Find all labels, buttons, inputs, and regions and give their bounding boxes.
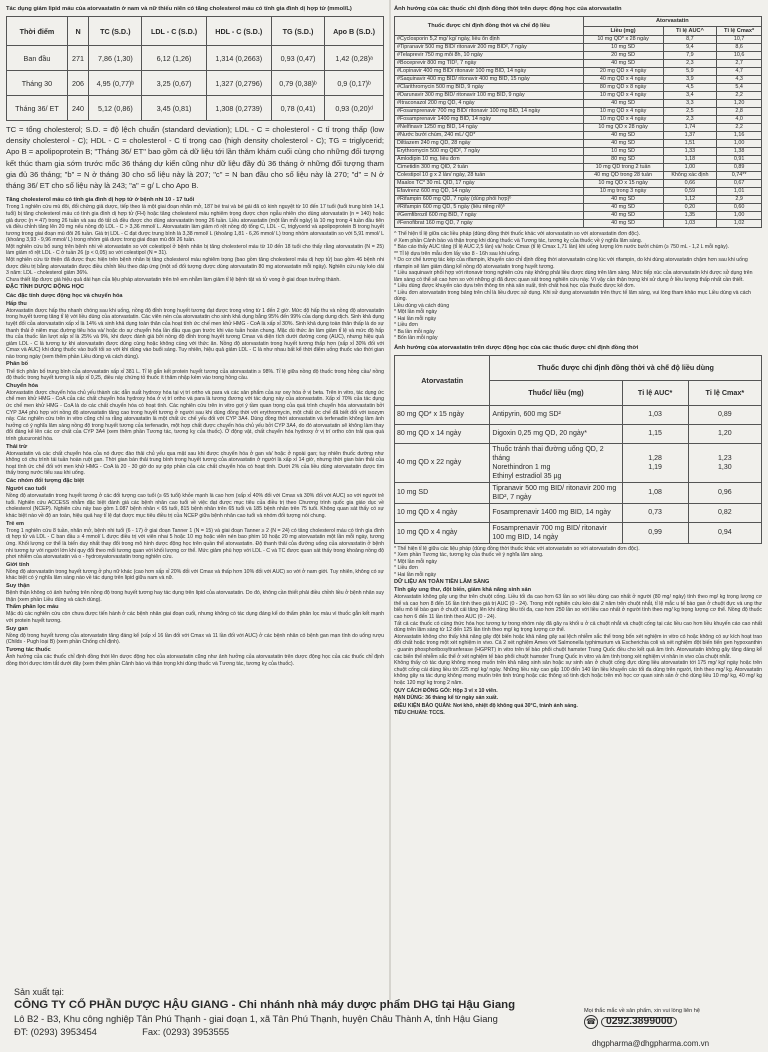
table-cell: 10 mg QD x 4 ngày [583, 116, 663, 124]
footnote: * Liều dùng được khuyến cáo dựa trên thông tin nhà sản xuất, tính chất hoá học của thuốc được kê đơn. [394, 283, 635, 289]
t3-sub-drug: Thuốc/ liều (mg) [490, 380, 622, 405]
table-cell: 0,78 (0,41) [271, 96, 324, 121]
table-cell: 3,3 [663, 100, 717, 108]
t2-header-ator: Atorvastatin [583, 17, 761, 27]
table-cell: Digoxin 0,25 mg QD, 20 ngày* [490, 424, 622, 443]
table-cell: 1,00 [663, 164, 717, 172]
table-cell: 20 mg QD x 4 ngày [583, 68, 663, 76]
table-row [395, 522, 762, 543]
table-row [395, 503, 762, 522]
table-cell: 240 [67, 96, 88, 121]
table-cell: 4,95 (0,77)ᵇ [89, 71, 142, 96]
table-row [395, 220, 762, 228]
table-cell: 10 mg QD* x 28 ngày [583, 36, 663, 44]
safety-subheading: Tính gây ung thư, đột biến, giảm khả năng sinh sản [394, 587, 532, 594]
table-cell: 0,79 (0,38)ᵇ [271, 71, 324, 96]
table-cell: 20 mg SD [583, 52, 663, 60]
table-cell: 1,35 [663, 212, 717, 220]
table-cell: 10 mg QD x 4 ngày [395, 503, 490, 522]
t3-header-ator: Atorvastatin [395, 355, 490, 405]
footnote: * Liều đơn [394, 322, 418, 328]
table-cell: 1,00 [717, 212, 762, 220]
table-cell: 1,16 [717, 132, 762, 140]
left-column [6, 4, 384, 667]
lipid-effect-table [6, 16, 384, 121]
t1-header: TG (S.D.) [271, 17, 324, 46]
table-cell: 1,03 [622, 405, 688, 424]
table-cell: Cimetidin 300 mg QID, 2 tuần [395, 164, 584, 172]
table-cell: 6,12 (1,26) [142, 46, 206, 71]
table-cell: 0,59 [663, 188, 717, 196]
table-row [395, 84, 762, 92]
table-cell: 10,6 [717, 52, 762, 60]
footnote: * Một lần mỗi ngày [394, 558, 437, 565]
footnote: * Báo cáo thấy AUC tăng (tỉ lệ AUC 2,5 lần) và/ hoặc Cmax (tỉ lệ Cmax 1,71 lần) khi uống lượng lớn nước bưởi chùm (≥ 750 mL - 1,2 L mỗi ngày). [394, 244, 730, 250]
table-row [395, 188, 762, 196]
table-cell: 0,96 [688, 482, 761, 503]
section-title: Suy gan [6, 625, 28, 632]
table-row [395, 36, 762, 44]
table-cell: 0,89 [688, 405, 761, 424]
table-cell: 10 mg SD [583, 148, 663, 156]
table-cell: 2,9 [717, 196, 762, 204]
table-cell: 40 mg SD [583, 140, 663, 148]
table-row [395, 140, 762, 148]
t3-header-drug: Thuốc được chỉ định đồng thời và chế độ liều dùng [490, 355, 762, 380]
paragraph: Trong 1 nghiên cứu mù đôi, đối chứng giả dược, tiếp theo là một giai đoạn nhãn mở, 187 bé trai và bé gái đã có kinh nguyệt từ 10 đến 17 tuổi (tuổi trung bình 14,1 tuổi) bị tăng cholesterol máu có tính gia đình dị hợp tử (FH) hoặc tăng cholesterol máu nghiêm trọng được chọn ngẫu nhiên cho dùng atorvastatin (n = 140) hoặc giả dược (n = 47) trong 26 tuần và sau đó tất cả đều được cho dùng atorvastatin trong 26 tuần. Liều atorvastatin (một lần mỗi ngày) là 10 mg trong 4 tuần đầu tiên và điều chỉnh tăng lên 20 mg nếu nồng độ LDL - C > 3,36 mmol/ L. Atorvastatin làm giảm rõ rệt nồng độ tổng C, LDL - C, triglycerid và apolipoprotein B trong huyết tương trong giai đoạn mù đôi 26 tuần. Giá trị LDL - C đạt được trung bình là 3,38 mmol/ L (khoảng 1,81 - 6,26 mmol/ L) trong nhóm atorvastatin so với 5,91 mmol/ L (khoảng 3,93 - 9,96 mmol/ L) trong nhóm giả dược trong giai đoạn mù đôi 26 tuần. [6, 204, 384, 244]
footnote: ^ Thể hiện tỉ lệ giữa các liều pháp (dùng đồng thời thuốc khác với atorvastatin so với atorvastatin đơn độc). [394, 231, 641, 237]
section-text: Atorvastatin và các chất chuyển hóa của nó được đào thải chủ yếu qua mật sau khi được chuyển hóa ở gan và/ hoặc ở ngoài gan; tuy nhiên thuốc dường như không có chu trình tái tuần hoàn ruột gan. Thời gian bán thải trung bình trong huyết tương của atorvastatin ở người là xấp xỉ 14 giờ, nhưng thời gian bán thải của hoạt tính ức chế đối với men khử HMG - CoA là 20 - 30 giờ do sự góp phần của các chất chuyển hóa có hoạt tính. Dưới 2% của liều dùng atorvastatin được tìm thấy trong nước tiểu sau khi uống. [6, 450, 384, 477]
paragraph: Một nghiên cứu bổ sung trên bệnh nhi về atorvastatin so với colestipol ở bệnh nhân bị tăng cholesterol máu từ 10 đến 18 tuổi cho thấy rằng atorvastatin (N = 25) làm giảm rõ rệt LDL - C ở tuần 26 (p < 0,05) so với colestipol (N = 31). [6, 243, 384, 257]
table-cell: 8,6 [717, 44, 762, 52]
table-row [395, 44, 762, 52]
table-row [395, 124, 762, 132]
table-cell: 1,00 [717, 140, 762, 148]
table-cell: #Lopinavir 400 mg BID/ ritonavir 100 mg BID, 14 ngày [395, 68, 584, 76]
table-row [395, 68, 762, 76]
table-row [395, 164, 762, 172]
table-cell: 1,327 (0,2796) [206, 71, 271, 96]
t3-sub-auc: Tỉ lệ AUC* [622, 380, 688, 405]
table-cell: 3,45 (0,81) [142, 96, 206, 121]
section-text: Thể tích phân bố trung bình của atorvastatin xấp xỉ 381 L. Tỉ lệ gắn kết protein huyết tương của atorvastatin ≥ 98%. Tỉ lệ giữa nồng độ thuốc trong hồng cầu/ nồng độ thuốc trong huyết tương là xấp xỉ 0,25, điều này chứng tỏ thuốc ít thâm nhập kém vào trong hồng cầu. [6, 368, 384, 382]
table-cell: 10 mg QD x 4 ngày [583, 92, 663, 100]
table-cell: 2,8 [717, 108, 762, 116]
section-text: Atorvastatin được hấp thu nhanh chóng sau khi uống, nồng độ đỉnh trong huyết tương đạt được trong vòng từ 1 đến 2 giờ. Mức độ hấp thu và nồng độ atorvastatin trong huyết tương tăng tỉ lệ với liều dùng của atorvastatin. Các viên nén của atorvastatin cho sinh khả dụng bằng 95% đến 99% của dạng dung dịch. Sinh khả dụng tuyệt đối của atorvastatin xấp xỉ là 14% và sinh khả dụng toàn thân của hoạt tính ức chế men khử HMG - CoA là xấp xỉ 30%. Sinh khả dụng toàn thân thấp là do sự thanh thải ở niêm mạc đường tiêu hóa và/ hoặc do sự chuyển hóa lần đầu qua gan trước khi vào tuần hoàn chung. Mặc dù thức ăn làm giảm tỉ lệ và mức độ hấp thu của thuốc lần lượt xấp xỉ là 25% và 9%, khi được đánh giá bởi nồng độ đỉnh trong huyết tương Cmax và diện tích dưới đường cong (AUC), nhưng hiệu quả giảm LDL - C là tương tự khi atorvastatin được dùng cùng hoặc không cùng với thức ăn. Nồng độ atorvastatin trong huyết tương thấp hơn (xấp xỉ 30% đối với Cmax và AUC) khi dùng thuốc vào buổi tối so với khi dùng vào buổi sáng. Tuy nhiên, hiệu quả giảm LDL - C là như nhau bất kể thời điểm uống thuốc vào thời gian nào trong ngày (xem thêm phần Liều dùng và cách dùng). [6, 307, 384, 360]
footnote: * Một lần mỗi ngày [394, 309, 437, 315]
table1-caption: Tác dụng giảm lipid máu của atorvastatin ở nam và nữ thiếu niên có tăng cholesterol máu có tính gia đình dị hợp tử (mmol/L) [6, 6, 352, 12]
made-by-label: Sản xuất tại: [14, 987, 65, 997]
table-row [395, 100, 762, 108]
table-cell: 40 mg SD [583, 60, 663, 68]
t2-header-drug: Thuốc được chỉ định đồng thời và chế độ liều [395, 17, 584, 36]
table-cell: Amlodipin 10 mg, liều đơn [395, 156, 584, 164]
table-cell: 40 mg SD [583, 132, 663, 140]
t1-header: HDL - C (S.D.) [206, 17, 271, 46]
page-fold [389, 0, 391, 1000]
table-row [395, 132, 762, 140]
t1-header: Thời điểm [7, 17, 68, 46]
table-cell: 40 mg SD [583, 212, 663, 220]
table-cell: #Cyclosporin 5,2 mg/ kg/ ngày, liều ổn định [395, 36, 584, 44]
paragraph: Một nghiên cứu từ thiện đã được thực hiện trên bệnh nhân bị tăng cholesterol máu nghiêm trọng (bao gồm tăng cholesterol máu dị hợp tử) bao gồm 46 bệnh nhi được điều trị bằng atorvastatin được điều chỉnh liều theo đáp ứng (một số đối tượng được dùng atorvastatin 80 mg atorvastatin mỗi ngày). Nghiên cứu này kéo dài 3 năm: LDL - cholesterol giảm 36%. [6, 257, 384, 277]
table-cell: 0,9 (0,17)ᵇ [325, 71, 384, 96]
table-cell: #Darunavir 300 mg BID/ ritonavir 100 mg BID, 9 ngày [395, 92, 584, 100]
footnote: * Hai lần mỗi ngày [394, 315, 437, 322]
footnote: Liều dùng và cách dùng [394, 302, 450, 309]
table-cell: #Nelfinavir 1250 mg BID, 14 ngày [395, 124, 584, 132]
table-cell: 40 mg SD [583, 100, 663, 108]
table-row [395, 204, 762, 212]
phone-icon: ☎ [584, 1015, 598, 1029]
hotline-note: Mọi thắc mắc về sản phẩm, xin vui lòng liên hệ [584, 1008, 700, 1014]
table-cell: 80 mg SD [583, 156, 663, 164]
table-cell: 0,93 (0,20)ᵈ [325, 96, 384, 121]
table3-caption: Ảnh hưởng của atorvastatin trên dược động học của các thuốc được chỉ định đồng thời [394, 344, 639, 351]
table-cell: 1,01 [717, 188, 762, 196]
fax-number: Fax: (0293) 3953555 [142, 1026, 230, 1037]
table-cell: 10 mg SD [583, 44, 663, 52]
footnote: * Bốn lần mỗi ngày [394, 335, 438, 341]
section-text: Nồng độ atorvastatin trong huyết tương ở phụ nữ khác (cao hơn xấp xỉ 20% đối với Cmax và thấp hơn 10% đối với AUC) so với ở nam giới. Tuy nhiên, không có sự khác biệt có ý nghĩa lâm sàng nào về tác dụng trên lipid giữa nam và nữ. [6, 568, 384, 582]
table-cell: 0,91 [717, 156, 762, 164]
section-text: Trong 1 nghiên cứu 8 tuần, nhãn mở, bệnh nhi tuổi (6 - 17) ở giai đoạn Tanner 1 (N = 15) và giai đoạn Tanner ≥ 2 (N = 24) có tăng cholesterol máu có tính gia đình dị hợp tử và LDL - C ban đầu ≥ 4 mmol/ L được điều trị với viên nhai 5 hoặc 10 mg hoặc viên nén bao phim 10 hoặc 20 mg atorvastatin một lần mỗi ngày, tương ứng. Khối lượng cơ thể là biến duy nhất thay đổi trong mô hình dược động học trên quần thể atorvastatin. Độ thanh thải của đường uống của atorvastatin ở bệnh nhi tương tự với người lớn khi quy đổi theo mối tương quan với khối lượng cơ thể. Mức giảm phù hợp với LDL - C và TC được quan sát thấy trong khoảng nồng độ phơi nhiễm của atorvastatin và o - hydroxyatorvastatin trong nghiên cứu. [6, 527, 384, 561]
table-row [395, 148, 762, 156]
table-cell: 4,7 [717, 68, 762, 76]
table-cell: 5,9 [663, 68, 717, 76]
table-row [395, 443, 762, 482]
table-row [395, 180, 762, 188]
table-row [7, 96, 384, 121]
table-cell: 271 [67, 46, 88, 71]
table-cell: 0,67 [717, 180, 762, 188]
phone-number: ĐT: (0293) 3953454 [14, 1026, 97, 1037]
section-text: Nồng độ trong huyết tương của atorvastatin tăng đáng kể (xấp xỉ 16 lần đối với Cmax và 11 lần đối với AUC) ở các bệnh nhân có bệnh gan mạn tính do uống rượu (Childs - Pugh loại B) (xem phần Chống chỉ định). [6, 632, 384, 646]
table-cell: Erythromycin 500 mg QID², 7 ngày [395, 148, 584, 156]
t1-header: TC (S.D.) [89, 17, 142, 46]
section-title: Chuyển hóa [6, 382, 39, 389]
section-title: Giới tính [6, 561, 30, 568]
section-title: Trẻ em [6, 520, 25, 527]
right-column [394, 4, 762, 717]
table-cell: 10 mg trong 3 ngày [583, 188, 663, 196]
paragraph: Tất cả các thuốc có cùng thức hóa học tương tự trong nhóm này đã gây ra khối u ở cả chuột nhắt và chuột cống tại các liều cao hơn liều khuyến cáo cao nhất dùng trên lâm sàng từ 12 đến 125 lần tính theo mg/ kg trọng lượng cơ thể. [394, 620, 762, 634]
table-row [395, 76, 762, 84]
table-cell: #Fosamprenavir 700 mg BID/ ritonavir 100 mg BID, 14 ngày [395, 108, 584, 116]
pk-heading: ĐẶC TÍNH DƯỢC ĐỘNG HỌC [6, 284, 85, 291]
t3-sub-cmax: Tỉ lệ Cmax* [688, 380, 761, 405]
pediatric-heading: Tăng cholesterol máu có tính gia đình dị hợp tử ở bệnh nhi 10 - 17 tuổi [6, 197, 195, 204]
table-cell: 10 mg QD x 4 ngày [395, 522, 490, 543]
safety-section [394, 579, 762, 717]
table-cell: 2,3 [663, 60, 717, 68]
packaging: QUY CÁCH ĐÓNG GÓI: Hộp 3 vỉ x 10 viên. [394, 687, 498, 694]
table-cell: 1,314 (0,2663) [206, 46, 271, 71]
pk-subheading: Các đặc tính dược động học và chuyển hóa [6, 292, 123, 299]
table-cell: 8,7 [663, 36, 717, 44]
paragraph: Chưa thiết lập được giá hiệu quả dài hạn của liệu pháp atorvastatin trên trẻ em nhằm làm giảm tỉ lệ bệnh tật và tử vong ở giai đoạn trưởng thành. [6, 276, 341, 283]
section-title: Phân bố [6, 361, 29, 368]
footnote: * Xem phần Tương tác, tương kỵ của thuốc về ý nghĩa lâm sàng. [394, 552, 544, 558]
table-cell: 80 mg QD x 14 ngày [395, 424, 490, 443]
paragraph: Không thấy có tác dụng không mong muốn trên khả năng sinh sản hoặc sự sinh sản ở chuột cống đực dùng liều atorvastatin tới 175 mg/ kg/ ngày hoặc trên chuột cống cái dùng liều tới 225 mg/ kg/ ngày. Những liều này cao gấp 100 đến 140 lần liều khuyến cáo tối đa dùng trên người, tính theo mg/ kg. Atorvastatin không gây ra tác dụng không mong muốn trên tinh trùng hoặc các thông số tinh dịch hoặc trên mô học cơ quan sinh sản ở chó dùng liều 10 mg/ kg, 40 mg/ kg hoặc 120 mg/ kg trong 2 năm. [394, 660, 762, 686]
table-row [395, 482, 762, 503]
table2-notes [394, 231, 762, 342]
table-cell: 1,42 (0,28)ᵃ [325, 46, 384, 71]
table-cell: 1,12 [663, 196, 717, 204]
hotline-number: 0292.3899000 [601, 1017, 677, 1028]
table-cell: 0,93 (0,47) [271, 46, 324, 71]
table-cell: 7,86 (1,30) [89, 46, 142, 71]
footnote: ** Tỉ lệ dựa trên mẫu đơn lấy vào 8 - 16h sau khi uống. [394, 250, 521, 257]
table-row [395, 60, 762, 68]
table-cell: Fosamprenavir 1400 mg BID, 14 ngày [490, 503, 622, 522]
t1-header: N [67, 17, 88, 46]
company-name: CÔNG TY CỔ PHẦN DƯỢC HẬU GIANG - Chi nhánh nhà máy dược phẩm DHG tại Hậu Giang [14, 999, 516, 1011]
table-cell: 40 mg SD [583, 204, 663, 212]
table-cell: #Tipranavir 500 mg BID/ ritonavir 200 mg BID², 7 ngày [395, 44, 584, 52]
table-cell: 10 mg QD x 15 ngày [583, 180, 663, 188]
table-cell: 0,73 [622, 503, 688, 522]
table-cell: 1,08 [622, 482, 688, 503]
table-cell: 3,25 (0,67) [142, 71, 206, 96]
table-cell: Fosamprenavir 700 mg BID/ ritonavir 100 mg BID, 14 ngày [490, 522, 622, 543]
table-cell: 10,7 [717, 36, 762, 44]
interaction-table-2 [394, 355, 762, 544]
table-cell: 40 mg QD trong 28 tuần [583, 172, 663, 180]
table-cell: 4,5 [663, 84, 717, 92]
safety-heading: DỮ LIỆU AN TOÀN TIỀN LÂM SÀNG [394, 579, 490, 585]
footnote: * Liều saquinavir phối hợp với ritonavir trong nghiên cứu này không phải liều được dùng trên lâm sàng. Mức tiếp xúc của atorvastatin khi được sử dụng trên lâm sàng có thể sẽ cao hơn so với những gì đã được quan sát trong nghiên cứu này. Vì vậy cần thận trọng khi sử dụng ở liều lượng thấp nhất cần thiết. [394, 270, 753, 283]
footnote: ᵇ Do cơ chế tương tác kép của rifampin, khuyến cáo chỉ định đồng thời atorvastatin cùng lúc với rifampin, do khi dùng atorvastatin chậm hơn sau khi uống rifampin sẽ làm giảm đáng kể nồng độ atorvastatin trong huyết tương. [394, 257, 748, 270]
table-cell: Diltiazem 240 mg QD, 28 ngày [395, 140, 584, 148]
table-cell: Tháng 36/ ET [7, 96, 68, 121]
table-cell: 7,9 [663, 52, 717, 60]
table-row [395, 405, 762, 424]
table-cell: 5,12 (0,86) [89, 96, 142, 121]
table-cell: 80 mg QD* x 15 ngày [395, 405, 490, 424]
table-row [395, 196, 762, 204]
table-cell: 1,23 1,30 [688, 443, 761, 482]
footnote: * Thể hiện tỉ lệ giữa các liệu pháp (dùng đồng thời thuốc khác với atorvastatin so với atorvastatin đơn độc). [394, 545, 640, 552]
t1-header: Apo B (S.D.) [325, 17, 384, 46]
table-cell: Efavirenz 600 mg QD, 14 ngày [395, 188, 584, 196]
interaction-table-1 [394, 16, 762, 228]
table-cell: 0,66 [663, 180, 717, 188]
table-cell: 10 mg SD [395, 482, 490, 503]
table-cell: Colestipol 10 g x 2 lần/ ngày, 28 tuần [395, 172, 584, 180]
paragraph: Atorvastatin không cho thấy khả năng gây đột biến hoặc khả năng gây sai lệch nhiễm sắc thể trong bốn xét nghiệm in vitro có hoặc không có sự kích hoạt trao đổi chất hoặc trong một xét nghiệm in vivo. Cả 2 xét nghiệm Ames với Salmonella typhimurium và Escherichia coli và xét nghiệm đột biến tiến gen hypoxanthin - guanin phosphoribosyltranferase (HGPRT) in vitro trên tế bào phổi chuột hamster Trung Quốc đều cho kết quả âm tính. Atorvastatin không gây tăng đáng kể các biến thể nhiễm sắc thể ở xét nghiệm tế bào phổi chuột hamster Trung Quốc in vitro và âm tính trong xét nghiệm vi nhân in vivo của chuột nhắt. [394, 633, 762, 660]
table-row [395, 424, 762, 443]
table-cell: 0,99 [622, 522, 688, 543]
section-title: Người cao tuổi [6, 486, 47, 493]
t1-header: LDL - C (S.D.) [142, 17, 206, 46]
table-cell: 1,37 [663, 132, 717, 140]
company-address: Lô B2 - B3, Khu công nghiệp Tân Phú Thạnh - giai đoạn 1, xã Tân Phú Thạnh, huyện Châu Thành A, tỉnh Hậu Giang [14, 1013, 498, 1024]
table-cell: 0,82 [688, 503, 761, 522]
paragraph: Atorvastatin không gây ung thư trên chuột cống. Liều tối đa cao hơn 63 lần so với liều dùng cao nhất ở người (80 mg/ ngày) tính theo mg/ kg trọng lượng cơ thể và cao hơn 8 đến 16 lần tính theo giá trị AUC (0 - 24). Trong một nghiên cứu kéo dài 2 năm trên chuột nhắt, tỉ lệ mắc u tế bào gan ở chuột đực và ung thư biểu mô tế bào gan ở chuột cái tăng lên khi dùng liều tối đa, cao hơn 250 lần so với liều cao nhất ở người tính theo mg/ kg trọng lượng cơ thể. Nồng độ thuốc cao hơn 6 đến 11 lần tính theo AUC (0 - 24). [394, 594, 762, 620]
table-cell: 80 mg QD x 8 ngày [583, 84, 663, 92]
table-row [395, 108, 762, 116]
shelf-life: HẠN DÙNG: 36 tháng kể từ ngày sản xuất. [394, 695, 499, 702]
footnote: * Liều đơn [394, 565, 418, 571]
contact-email: dhgpharma@dhgpharma.com.vn [592, 1039, 710, 1048]
table1-definitions: TC = tổng cholesterol; S.D. = độ lệch chuẩn (standard deviation); LDL - C = cholesterol - C tỉ trọng thấp (low density cholesterol - C); HDL - C = cholesterol - C tỉ trọng cao (high density cholesterol - C); TG = triglycerid; Apo B = apolipoprotein B; "Tháng 36/ ET" bao gồm cả dữ liệu tới lần thăm khám cuối cùng cho những đối tượng kết thúc tham gia sớm trước mốc 36 tháng dự kiến cũng như dữ liệu đầy đủ 36 tháng ở những đối tượng tham gia đủ 36 tháng; "b" = N ở tháng 30 cho số liệu này là 207; "c" = N ban đầu cho số liệu này là 270; "d" = N ở tháng 36/ ET cho số liệu này là 243; "a" = g/ L cho Apo B. [6, 125, 384, 191]
table-cell: #Saquinavir 400 mg BID/ ritonavir 400 mg BID, 15 ngày [395, 76, 584, 84]
table-cell: 0,60 [717, 204, 762, 212]
table-cell: 1,18 [663, 156, 717, 164]
table-row [395, 92, 762, 100]
table-cell: 1,20 [717, 100, 762, 108]
table-cell: 2,3 [663, 116, 717, 124]
t2-sub-cmax: Tỉ lệ Cmax* [717, 26, 762, 36]
table-cell: 4,3 [717, 76, 762, 84]
table-cell: Tháng 30 [7, 71, 68, 96]
standard: TIÊU CHUẨN: TCCS. [394, 710, 445, 717]
manufacturer-footer [14, 986, 614, 1038]
table-row [395, 212, 762, 220]
table-cell: Antipyrin, 600 mg SD² [490, 405, 622, 424]
table-cell: 1,02 [717, 220, 762, 228]
table-cell: 3,9 [663, 76, 717, 84]
table-cell: 1,308 (0,2739) [206, 96, 271, 121]
footnote: * Hai lần mỗi ngày [394, 571, 437, 578]
table-cell: 0,89 [717, 164, 762, 172]
table-cell: #Boceprevir 800 mg TID², 7 ngày [395, 60, 584, 68]
table-row [395, 116, 762, 124]
table-cell: 5,4 [717, 84, 762, 92]
table-row [7, 71, 384, 96]
table-cell: 10 mg QD x 28 ngày [583, 124, 663, 132]
table-row [395, 172, 762, 180]
table-cell: 40 mg SD [583, 196, 663, 204]
table-row [395, 52, 762, 60]
table-cell: 0,74** [717, 172, 762, 180]
table-cell: #Gemfibrozil 600 mg BID, 7 ngày [395, 212, 584, 220]
table-cell: 1,74 [663, 124, 717, 132]
hotline-box [584, 1008, 714, 1029]
t2-sub-auc: Tỉ lệ AUC^ [663, 26, 717, 36]
section-title: Thải trừ [6, 443, 28, 450]
table2-caption: Ảnh hưởng của các thuốc chỉ định đồng thời trên dược động học của atorvastatin [394, 6, 622, 12]
table-cell: 40 mg QD x 4 ngày [583, 76, 663, 84]
section-title: Các nhóm đối tượng đặc biệt [6, 478, 84, 485]
table-cell: #Telaprevir 750 mg mỗi 8h, 10 ngày [395, 52, 584, 60]
table3-notes [394, 546, 762, 579]
section-text: Atorvastatin được chuyển hóa chủ yếu thành các dẫn xuất hydroxy hóa tại vị trí ortho và para và các sản phẩm của sự oxy hóa ở vị beta. Trên in vitro, tác dụng ức chế men khử HMG - CoA của các chất chuyển hóa hydroxy hóa ở vị trí ortho và para là tương đương với tác dụng này của atorvastatin. Xấp xỉ 70% của tác dụng ức chế men khử HMG - CoA là do các chất chuyển hóa có hoạt tính. Các nghiên cứu trên in vitro gợi ý tầm quan trọng của quá trình chuyển hóa atorvastatin bởi CYP 3A4 phù hợp với nồng độ atorvastatin tăng cao trong huyết tương ở người sau khi dùng đồng thời với erythromycin, một chất ức chế đã biết đối với isozym này. Các nghiên cứu trên in vitro cũng chỉ ra rằng atorvastatin là một chất ức chế yếu đối với CYP 3A4. Dùng đồng thời atorvastatin và terfenadin không làm ảnh hưởng có ý nghĩa lâm sàng nồng độ trong huyết tương của terfenadin, một hợp chất được chuyển hóa chủ yếu bởi CYP 3A4, do đó atorvastatin sẽ không làm thay đổi đáng kể lên các cơ chất của CYP 3A4 (xem thêm phần Tương tác, tương kỵ của thuốc). Ở động vật, chất chuyển hóa hydroxy ở vị trí ortho còn trải qua quá trình glucuronid hóa. [6, 389, 384, 442]
table-cell: Không xác định [663, 172, 717, 180]
table-cell: 2,5 [663, 108, 717, 116]
section-title: Tương tác thuốc [6, 646, 51, 653]
table-cell: Maalox TC* 30 mL QID, 17 ngày [395, 180, 584, 188]
table-row [395, 156, 762, 164]
table-cell: #Nước bưởi chùm, 240 mL/ QD* [395, 132, 584, 140]
table-cell: 40 mg SD [583, 220, 663, 228]
contact-line [14, 1025, 614, 1038]
pediatric-section [6, 197, 384, 667]
t2-sub-dose: Liều (mg) [583, 26, 663, 36]
table-row [7, 46, 384, 71]
table-cell: 0,20 [663, 204, 717, 212]
table-cell: 1,03 [663, 220, 717, 228]
footnote: # Xem phần Cảnh báo và thận trọng khi dùng thuốc và Tương tác, tương kỵ của thuốc về ý nghĩa lâm sàng. [394, 237, 643, 244]
section-text: Bệnh thận không có ảnh hưởng trên nồng độ trong huyết tương hay tác dụng trên lipid của atorvastatin. Do đó, không cần thiết phải điều chỉnh liều ở bệnh nhân suy thận (xem phần Liều dùng và cách dùng). [6, 590, 384, 603]
table-cell: 10 mg QD x 4 ngày [583, 108, 663, 116]
section-title: Suy thận [6, 582, 30, 589]
table-cell: 0,94 [688, 522, 761, 543]
table-cell: 206 [67, 71, 88, 96]
table-cell: 4,0 [717, 116, 762, 124]
table-cell: Tipranavir 500 mg BID/ ritonavir 200 mg BID², 7 ngày [490, 482, 622, 503]
storage: ĐIỀU KIỆN BẢO QUẢN: Nơi khô, nhiệt độ không quá 30°C, tránh ánh sáng. [394, 702, 578, 709]
table-cell: 1,28 1,19 [622, 443, 688, 482]
table-cell: Thuốc tránh thai đường uống QD, 2 tháng Norethindron 1 mg Ethinyl estradiol 35 µg [490, 443, 622, 482]
section-title: Thẩm phân lọc máu [6, 604, 59, 611]
table-cell: #Clarithromycin 500 mg BID, 9 ngày [395, 84, 584, 92]
section-text: Ảnh hưởng của các thuốc chỉ định đồng thời lên dược động học của atorvastatin cũng như ảnh hưởng của atorvastatin trên dược động học của các thuốc chỉ định đồng thời được tóm tắt dưới đây (xem thêm phần Cảnh báo và thận trọng khi dùng thuốc và Tương tác, tương kỵ của thuốc). [6, 653, 384, 667]
table-cell: 9,4 [663, 44, 717, 52]
table-cell: 2,7 [717, 60, 762, 68]
footnote: * Ba lần mỗi ngày [394, 328, 435, 335]
table-cell: 1,20 [688, 424, 761, 443]
table-cell: 1,15 [622, 424, 688, 443]
section-text: Nồng độ atorvastatin trong huyết tương ở các đối tượng cao tuổi (≥ 65 tuổi) khỏe mạnh là cao hơn (xấp xỉ 40% đối với Cmax và 30% đối với AUC) so với người trẻ tuổi. Nghiên cứu ACCESS nhằm đặc biệt đánh giá các bệnh nhân cao tuổi về việc đạt được mục tiêu của điều trị theo Chương trình quốc gia giáo dục về cholesterol (NCEP). Nghiên cứu này bao gồm 1.087 bệnh nhân < 65 tuổi, 815 bệnh nhân trên 65 tuổi và 185 bệnh nhân trên 75 tuổi. Không quan sát thấy có sự khác biệt nào về độ an toàn, hiệu quả hay tỉ lệ đạt được mục tiêu điều trị của NCEP giữa bệnh nhân cao tuổi và nhóm đối tượng nói chung. [6, 493, 384, 520]
table-cell: Ban đầu [7, 46, 68, 71]
section-text: Mặc dù các nghiên cứu còn chưa được tiến hành ở các bệnh nhân giai đoạn cuối, nhưng không có tác dụng đáng kể do thẩm phân lọc máu vì thuốc gắn kết mạnh với protein huyết tương. [6, 611, 384, 624]
table-cell: #Fenofibrat 160 mg QD, 7 ngày [395, 220, 584, 228]
table-cell: 1,51 [663, 140, 717, 148]
table-cell: 1,33 [663, 148, 717, 156]
table-cell: #Itraconazol 200 mg QD, 4 ngày [395, 100, 584, 108]
section-title: Hấp thu [6, 300, 27, 307]
table-cell: 2,2 [717, 92, 762, 100]
table-cell: 40 mg QD x 22 ngày [395, 443, 490, 482]
table-cell: 2,2 [717, 124, 762, 132]
footnote: * Liều đơn atorvastatin trong bảng trên chỉ là liều được sử dụng. Khi sử dụng atorvastatin trên thực tế lâm sàng, vui lòng tham khảo mục Liều dùng và cách dùng. [394, 289, 751, 302]
table-cell: 1,38 [717, 148, 762, 156]
table-cell: 10 mg QD trong 2 tuần [583, 164, 663, 172]
table-cell: 3,4 [663, 92, 717, 100]
table-cell: #Rifampin 600 mg QD, 5 ngày (liều riêng rẽ)ᵇ [395, 204, 584, 212]
table-cell: #Rifampin 600 mg QD, 7 ngày (dùng phối hợp)ᵇ [395, 196, 584, 204]
table-cell: #Fosamprenavir 1400 mg BID, 14 ngày [395, 116, 584, 124]
